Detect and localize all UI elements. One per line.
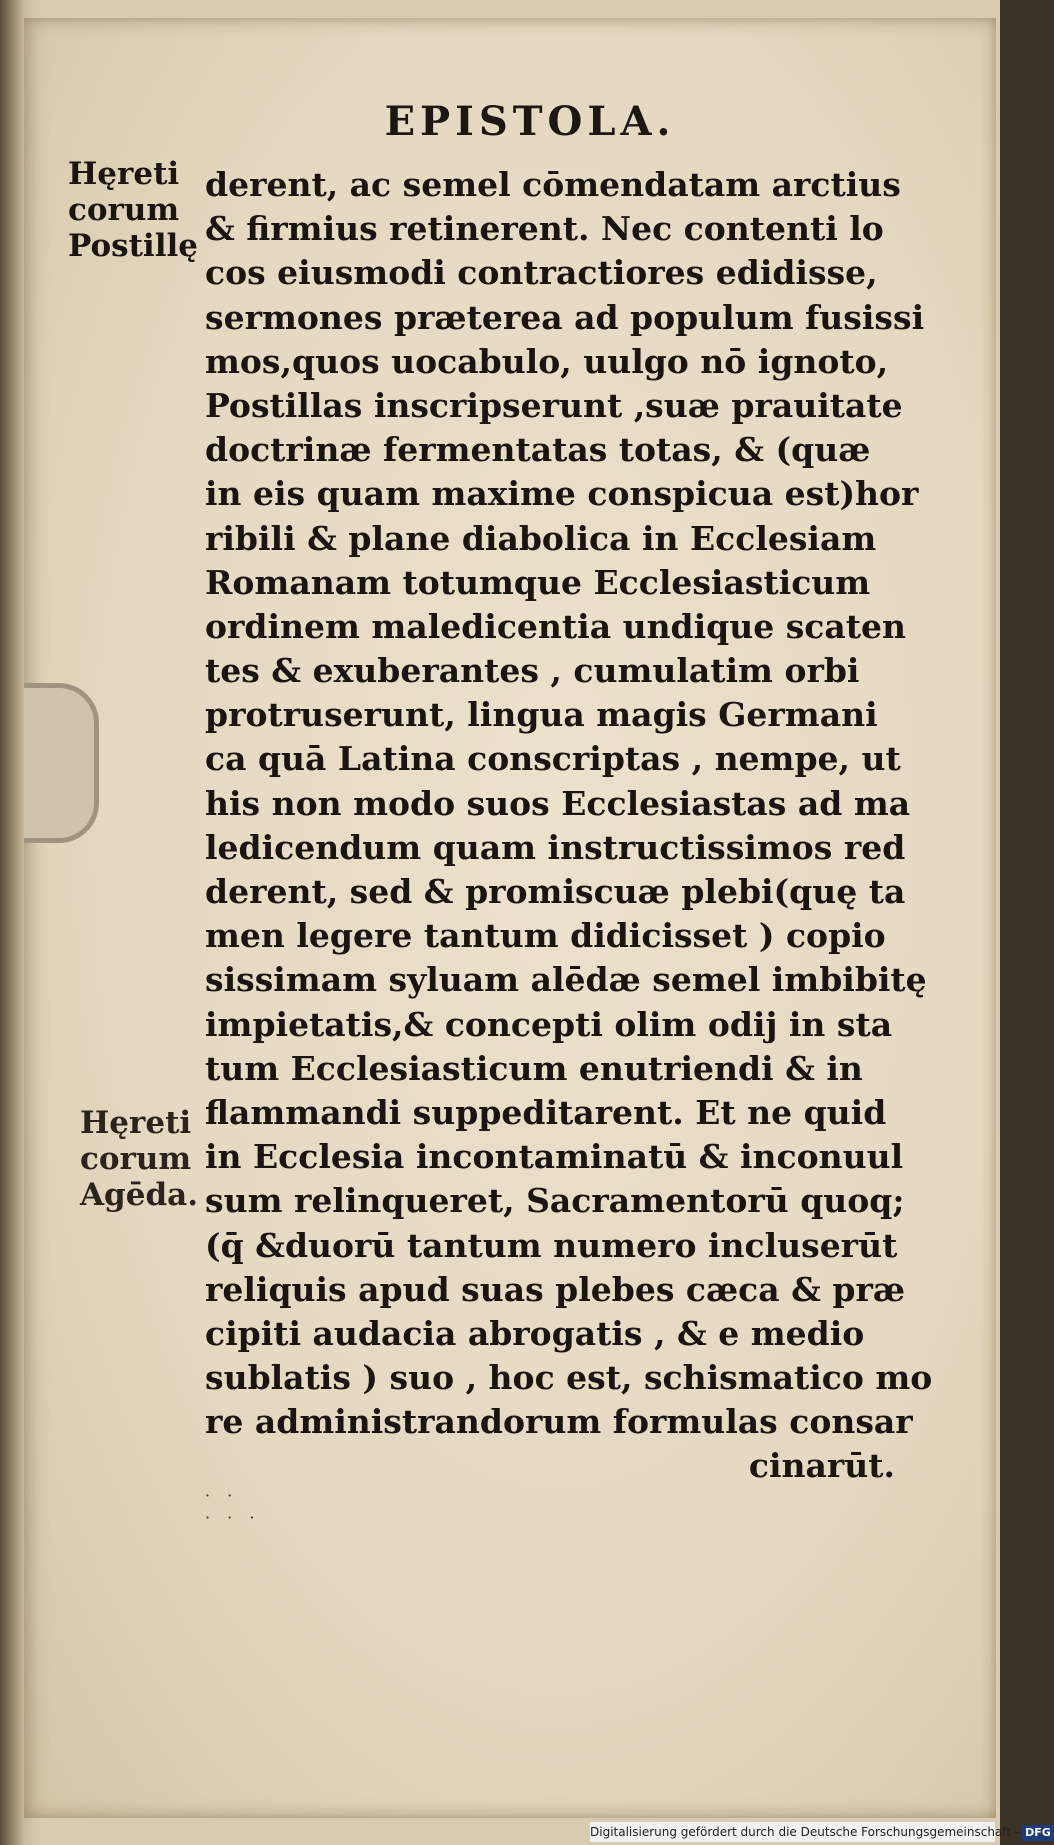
text-line: ca quā Latina conscriptas , nempe, ut xyxy=(205,739,901,779)
text-line: in Ecclesia incontaminatū & inconuul xyxy=(205,1137,904,1177)
margin-note-line: Hęreti xyxy=(68,156,180,192)
text-line: doctrinӕ fermentatas totas, & (quӕ xyxy=(205,430,871,470)
margin-note-agenda xyxy=(80,1105,198,1213)
text-line: his non modo suos Ecclesiastas ad ma xyxy=(205,783,911,823)
clasp-shadow xyxy=(24,683,99,843)
text-line: derent, sed & promiscuӕ plebi(quę ta xyxy=(205,872,906,911)
text-line: tes & exuberantes , cumulatim orbi xyxy=(205,651,860,691)
catchword: cinarūt. xyxy=(748,1446,895,1486)
running-head: EPISTOLA. xyxy=(384,98,676,145)
text-line: in eis quam maxime conspicua est)hor xyxy=(205,474,919,514)
text-line: Postillas inscripserunt ,suӕ prauitate xyxy=(205,385,903,425)
margin-note-postille xyxy=(68,156,198,264)
margin-note-line: corum xyxy=(80,1141,192,1177)
text-line: flammandi suppeditarent. Et ne quid xyxy=(205,1092,887,1132)
body-text xyxy=(205,163,933,1489)
text-line: mos,quos uocabulo, uulgo nō ignoto, xyxy=(205,341,889,381)
text-line: sum relinqueret, Sacramentorū quoq; xyxy=(205,1181,905,1221)
text-line: sissimam syluam alēdӕ semel imbibitę xyxy=(205,960,927,1000)
margin-note-line: Agēda. xyxy=(80,1177,199,1213)
text-line: cos eiusmodi contractiores edidisse, xyxy=(205,253,878,293)
digitization-credit xyxy=(590,1822,1051,1842)
ink-specks: · · · · · xyxy=(205,1486,261,1527)
text-line: derent, ac semel cōmendatam arctius xyxy=(205,165,901,204)
margin-note-line: corum xyxy=(68,192,180,228)
credit-text: Digitalisierung gefördert durch die Deutsche Forschungsgemeinschaft - xyxy=(590,1825,1020,1839)
text-line: ledicendum quam instructissimos red xyxy=(205,827,906,867)
text-line: reliquis apud suas plebes cӕca & prӕ xyxy=(205,1269,906,1309)
text-line: cipiti audacia abrogatis , & e medio xyxy=(205,1313,865,1353)
text-line: men legere tantum didicisset ) copio xyxy=(205,916,886,956)
text-line: sermones prӕterea ad populum fusissi xyxy=(205,297,925,337)
text-line: protruserunt, lingua magis Germani xyxy=(205,695,878,735)
text-line: impietatis,& concepti olim odij in sta xyxy=(205,1004,893,1044)
margin-note-line: Postillę xyxy=(68,228,198,264)
text-line: ordinem maledicentia undique scaten xyxy=(205,606,907,646)
text-line: sublatis ) suo , hoc est, schismatico mo xyxy=(205,1358,933,1398)
margin-note-line: Hęreti xyxy=(80,1105,192,1141)
text-line: Romanam totumque Ecclesiasticum xyxy=(205,562,871,602)
text-line: re administrandorum formulas consar xyxy=(205,1402,913,1442)
text-line: (q̄ &duorū tantum numero incluserūt xyxy=(205,1225,898,1265)
text-line: tum Ecclesiasticum enutriendi & in xyxy=(205,1048,863,1088)
text-line: ribili & plane diabolica in Ecclesiam xyxy=(205,518,877,558)
dfg-logo: DFG xyxy=(1022,1825,1054,1841)
text-line: & firmius retinerent. Nec contenti lo xyxy=(205,209,884,249)
